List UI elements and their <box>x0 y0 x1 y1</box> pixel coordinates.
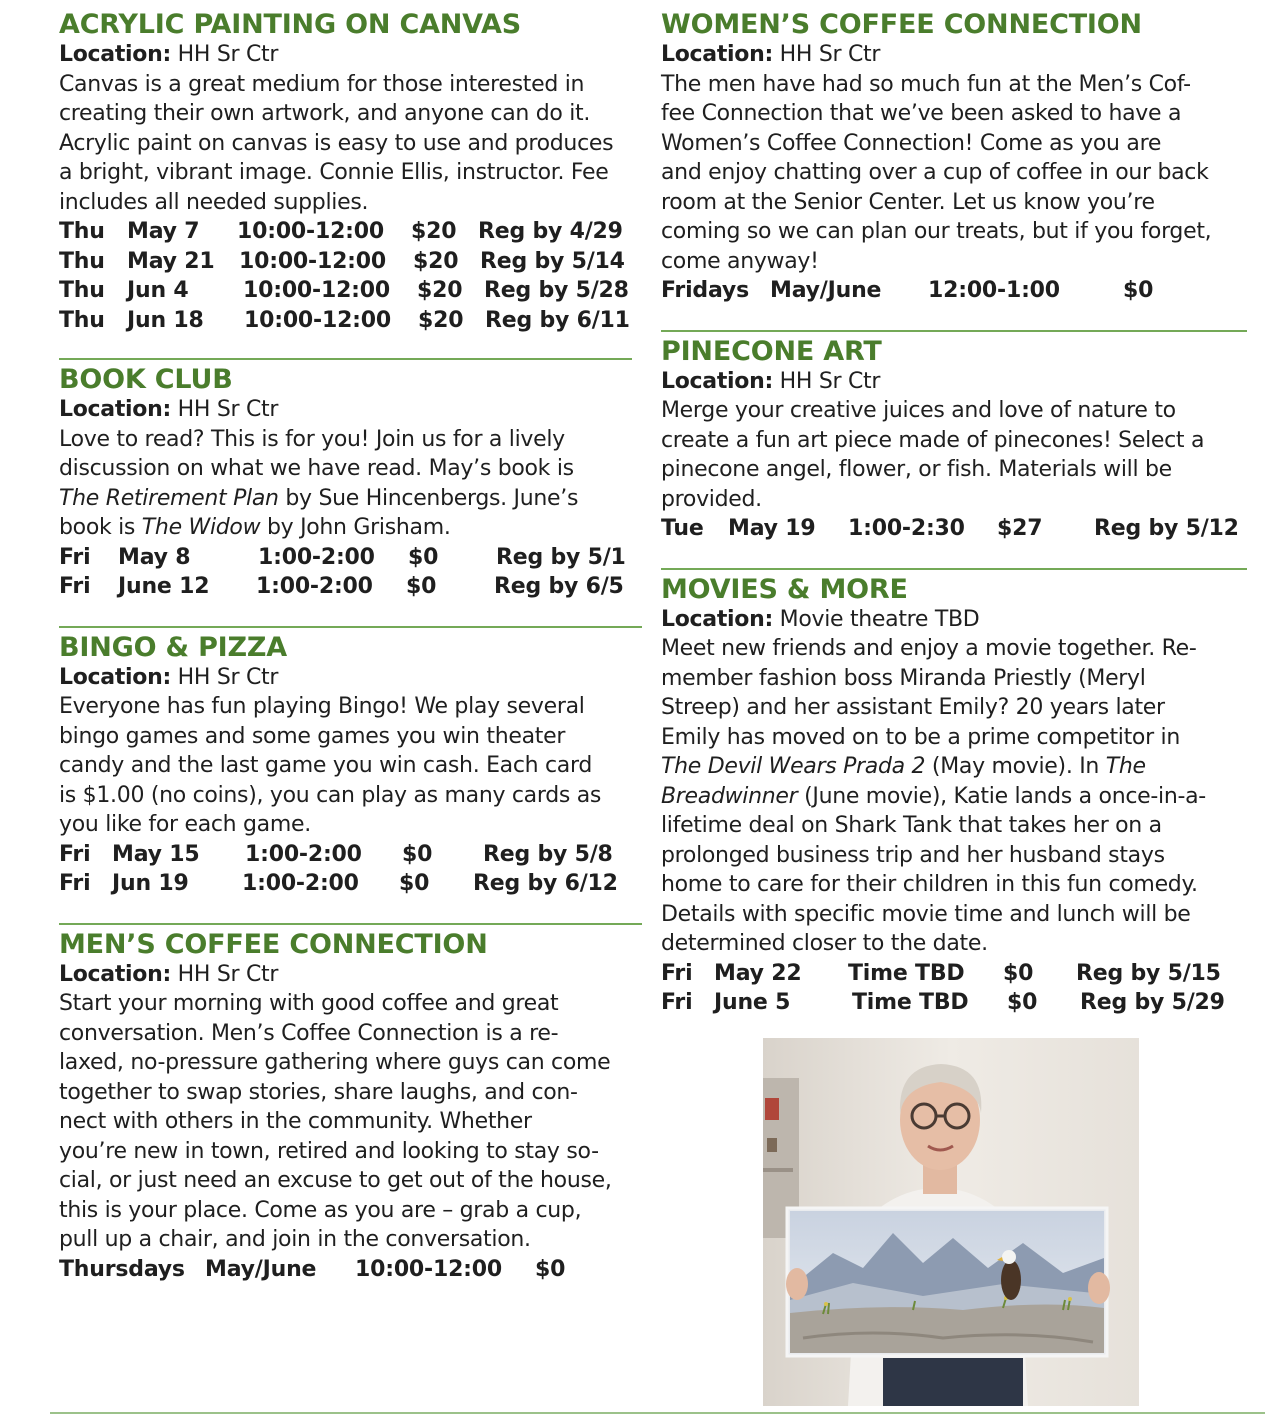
schedule-day: Fri <box>661 960 693 986</box>
location-value: HH Sr Ctr <box>177 664 279 690</box>
schedule-date: Jun 18 <box>127 307 204 333</box>
description-line <box>661 782 1261 812</box>
pinecone-art-section <box>661 336 1261 544</box>
movie-title: The <box>1105 754 1146 779</box>
schedule-time: 10:00-12:00 <box>237 219 384 244</box>
schedule-row <box>59 1255 649 1285</box>
description-line: Women’s Coffee Connection! Come as you are <box>661 130 1162 156</box>
schedule-reg: Reg by 5/8 <box>483 841 613 867</box>
schedule-time: 12:00-1:00 <box>928 278 1060 303</box>
description-line: The men have had so much fun at the Men’s Cof- <box>661 71 1191 97</box>
description-line <box>661 752 1261 782</box>
section-title: BINGO & PIZZA <box>59 631 287 663</box>
description-line: conversation. Men’s Coffee Connection is a re- <box>59 1020 559 1046</box>
schedule-date: May 8 <box>118 544 191 570</box>
schedule-time: Time TBD <box>848 960 965 986</box>
location-line <box>661 367 1261 397</box>
schedule-time: 1:00-2:30 <box>848 516 965 541</box>
description-line: this is your place. Come as you are – grab a cup, <box>59 1197 582 1223</box>
description-line: a bright, vibrant image. Connie Ellis, instructor. Fee <box>59 160 609 185</box>
description-line: Emily has moved on to be a prime competitor in <box>661 724 1180 750</box>
schedule-time: 1:00-2:00 <box>258 544 375 570</box>
schedule-time: 1:00-2:00 <box>245 841 362 867</box>
schedule-fee: $0 <box>1123 278 1154 303</box>
schedule-fee: $0 <box>399 871 430 896</box>
schedule-day: Thu <box>59 278 105 303</box>
location-value: HH Sr Ctr <box>177 42 279 67</box>
description-line: together to swap stories, share laughs, and con- <box>59 1079 578 1105</box>
description-line: come anyway! <box>661 248 819 274</box>
schedule-row <box>661 514 1261 544</box>
description-line: you’re new in town, retired and looking to stay so- <box>59 1138 599 1164</box>
bingo-pizza-section <box>59 632 649 899</box>
description-line: fee Connection that we’ve been asked to have a <box>661 101 1182 126</box>
description-line: includes all needed supplies. <box>59 189 369 215</box>
schedule-row <box>59 306 649 336</box>
schedule-reg: Reg by 6/5 <box>494 574 624 599</box>
schedule-date: May/June <box>205 1256 317 1282</box>
description-line: create a fun art piece made of pinecones! Select a <box>661 427 1205 453</box>
section-title: MEN’S COFFEE CONNECTION <box>59 928 488 960</box>
description-line: creating their own artwork, and anyone can do it. <box>59 101 591 126</box>
schedule-day: Fri <box>59 544 91 570</box>
schedule-date: May 19 <box>728 516 816 541</box>
description-line: room at the Senior Center. Let us know you’re <box>661 189 1155 215</box>
acrylic-painting-section <box>59 9 649 335</box>
schedule-time: 1:00-2:00 <box>242 871 359 896</box>
movie-title: The Devil Wears Prada 2 <box>661 754 926 779</box>
location-label: Location: <box>59 961 171 987</box>
description-line: nect with others in the community. Whether <box>59 1109 532 1134</box>
schedule-row <box>59 840 649 870</box>
description-line: prolonged business trip and her husband stays <box>661 842 1165 868</box>
description-text: (June movie), Katie lands a once-in-a- <box>797 783 1206 809</box>
schedule-fee: $0 <box>408 544 439 570</box>
description-line: member fashion boss Miranda Priestly (Meryl <box>661 665 1146 691</box>
description-text: book is <box>59 515 142 540</box>
section-divider <box>59 626 642 628</box>
section-title: ACRYLIC PAINTING ON CANVAS <box>59 9 521 40</box>
mens-coffee-section <box>59 929 649 1285</box>
schedule-fee: $20 <box>417 278 463 303</box>
location-line <box>59 395 649 425</box>
schedule-row <box>59 572 649 602</box>
location-line <box>59 663 649 693</box>
schedule-date: May 15 <box>112 841 200 867</box>
location-value: HH Sr Ctr <box>177 961 279 987</box>
description-line: bingo games and some games you win theater <box>59 723 566 749</box>
schedule-day: Thursdays <box>59 1256 185 1282</box>
location-label: Location: <box>661 606 773 632</box>
description-text: by Sue Hincenbergs. June’s <box>278 485 579 511</box>
description-line: pinecone angel, flower, or fish. Materials will be <box>661 457 1172 482</box>
participant-painting-photo <box>763 1038 1139 1406</box>
schedule-reg: Reg by 5/15 <box>1076 960 1221 986</box>
schedule-day: Fridays <box>661 278 749 303</box>
description-line: Meet new friends and enjoy a movie together. Re- <box>661 636 1197 661</box>
schedule-fee: $0 <box>1007 990 1038 1015</box>
location-line <box>59 40 649 70</box>
description-line: Details with specific movie time and lunch will be <box>661 901 1191 927</box>
womens-coffee-section <box>661 9 1261 306</box>
location-label: Location: <box>59 42 171 67</box>
description-line <box>59 484 649 514</box>
schedule-row <box>59 217 649 247</box>
section-divider <box>661 568 1247 570</box>
description-line: Start your morning with good coffee and great <box>59 991 559 1016</box>
book-title: The Retirement Plan <box>59 485 279 511</box>
schedule-reg: Reg by 5/28 <box>484 278 629 303</box>
schedule-reg: Reg by 4/29 <box>478 219 623 244</box>
description-line: Acrylic paint on canvas is easy to use and produces <box>59 130 614 156</box>
description-line: Merge your creative juices and love of nature to <box>661 398 1176 423</box>
schedule-fee: $0 <box>535 1256 566 1282</box>
right-column <box>661 0 1261 1018</box>
schedule-day: Fri <box>661 990 693 1015</box>
schedule-reg: Reg by 5/1 <box>496 544 626 570</box>
description-line: and enjoy chatting over a cup of coffee in our back <box>661 160 1209 185</box>
schedule-row <box>59 869 649 899</box>
schedule-time: 10:00-12:00 <box>239 248 386 274</box>
schedule-date: May 7 <box>127 219 200 244</box>
schedule-date: June 12 <box>118 574 210 599</box>
schedule-row <box>661 988 1261 1018</box>
description-line: discussion on what we have read. May’s book is <box>59 456 574 481</box>
section-title: BOOK CLUB <box>59 364 233 395</box>
schedule-date: May/June <box>770 278 882 303</box>
description-line: Streep) and her assistant Emily? 20 years later <box>661 695 1165 720</box>
schedule-day: Fri <box>59 871 91 896</box>
schedule-time: 10:00-12:00 <box>243 278 390 303</box>
description-line: determined closer to the date. <box>661 931 988 956</box>
schedule-day: Thu <box>59 248 105 274</box>
location-label: Location: <box>661 42 773 67</box>
book-title: The Widow <box>141 515 261 540</box>
schedule-date: Jun 19 <box>112 871 189 896</box>
section-title: MOVIES & MORE <box>661 573 908 605</box>
schedule-row <box>661 959 1261 989</box>
photo-illustration <box>763 1038 1139 1406</box>
schedule-time: 10:00-12:00 <box>355 1256 502 1282</box>
description-line: coming so we can plan our treats, but if you forget, <box>661 219 1212 244</box>
description-line: Love to read? This is for you! Join us for a lively <box>59 426 565 452</box>
schedule-fee: $0 <box>1003 960 1034 986</box>
location-line <box>661 40 1261 70</box>
section-title: PINECONE ART <box>661 335 882 367</box>
location-line <box>661 605 1261 635</box>
location-label: Location: <box>59 664 171 690</box>
description-text: (May movie). In <box>925 754 1106 779</box>
description-line: lifetime deal on Shark Tank that takes her on a <box>661 813 1162 838</box>
page-bottom-divider <box>50 1412 1265 1414</box>
schedule-row <box>59 543 649 573</box>
schedule-reg: Reg by 5/14 <box>480 248 625 274</box>
description-line: pull up a chair, and join in the conversation. <box>59 1227 531 1252</box>
left-column <box>59 0 649 1284</box>
location-line <box>59 960 649 990</box>
schedule-date: May 21 <box>127 248 215 274</box>
schedule-fee: $0 <box>406 574 437 599</box>
schedule-reg: Reg by 6/11 <box>485 307 630 333</box>
description-line: cial, or just need an excuse to get out of the house, <box>59 1168 612 1193</box>
schedule-reg: Reg by 5/12 <box>1094 516 1239 541</box>
location-value: HH Sr Ctr <box>779 42 881 67</box>
schedule-time: 10:00-12:00 <box>244 307 391 333</box>
schedule-fee: $20 <box>418 307 464 333</box>
movies-more-section <box>661 574 1261 1018</box>
schedule-time: Time TBD <box>852 990 969 1015</box>
description-line: candy and the last game you win cash. Each card <box>59 753 593 778</box>
location-value: Movie theatre TBD <box>779 606 980 632</box>
schedule-time: 1:00-2:00 <box>256 574 373 599</box>
schedule-row <box>661 276 1261 306</box>
schedule-date: Jun 4 <box>127 278 189 303</box>
description-line: Everyone has fun playing Bingo! We play several <box>59 694 585 719</box>
schedule-day: Fri <box>59 574 91 599</box>
schedule-fee: $20 <box>413 248 459 274</box>
location-label: Location: <box>661 368 773 394</box>
schedule-day: Thu <box>59 219 105 244</box>
section-divider <box>59 358 632 360</box>
schedule-fee: $20 <box>411 219 457 244</box>
movie-title: Breadwinner <box>661 783 798 809</box>
section-divider <box>661 330 1247 332</box>
schedule-day: Tue <box>661 516 704 541</box>
description-line: is $1.00 (no coins), you can play as many cards as <box>59 782 602 808</box>
location-value: HH Sr Ctr <box>779 368 881 394</box>
schedule-day: Thu <box>59 307 105 333</box>
schedule-row <box>59 247 649 277</box>
schedule-day: Fri <box>59 841 91 867</box>
book-club-section <box>59 364 649 602</box>
description-line: Canvas is a great medium for those interested in <box>59 71 585 97</box>
schedule-fee: $27 <box>997 516 1043 541</box>
description-line <box>59 513 649 543</box>
schedule-date: May 22 <box>714 960 802 986</box>
schedule-reg: Reg by 5/29 <box>1080 990 1225 1015</box>
location-value: HH Sr Ctr <box>177 397 279 422</box>
description-line: you like for each game. <box>59 812 311 837</box>
description-line: home to care for their children in this fun comedy. <box>661 872 1198 897</box>
schedule-fee: $0 <box>402 841 433 867</box>
section-title: WOMEN’S COFFEE CONNECTION <box>661 9 1142 40</box>
schedule-reg: Reg by 6/12 <box>473 871 618 896</box>
location-label: Location: <box>59 397 171 422</box>
description-line: laxed, no-pressure gathering where guys can come <box>59 1050 611 1075</box>
section-divider <box>59 923 642 925</box>
schedule-row <box>59 276 649 306</box>
description-line: provided. <box>661 486 762 512</box>
description-text: by John Grisham. <box>260 515 451 540</box>
schedule-date: June 5 <box>714 990 791 1015</box>
